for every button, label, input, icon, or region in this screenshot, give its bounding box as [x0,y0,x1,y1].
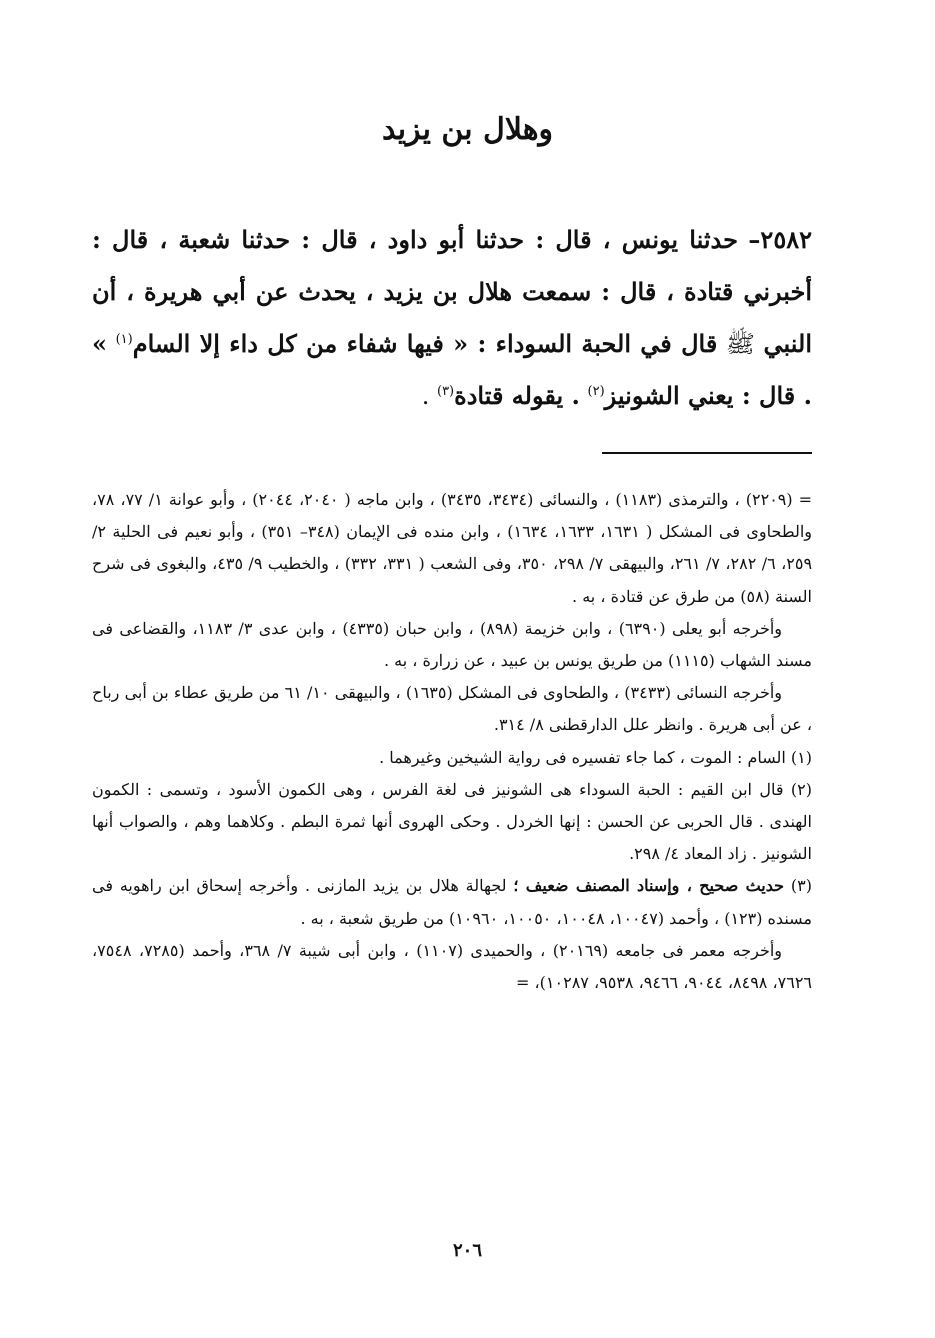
hadith-chain: حدثنا يونس ، قال : حدثنا أبو داود ، قال : حدثنا شعبة ، قال : أخبرني قتادة ، قال : سمعت هلال بن يزيد ، يحدث عن أبي هريرة ، أن النبي [92,225,812,358]
footnotes [92,484,812,999]
footnote-paragraph: وأخرجه النسائى (٣٤٣٣) ، والطحاوى فى المشكل (١٦٣٥) ، والبيهقى ١٠/ ٦١ من طريق عطاء بن أبى رباح ، عن أبى هريرة . وانظر علل الدارقطنى ٨/ ٣١٤. [92,683,812,735]
footnote-3-grading: حديث صحيح ، وإسناد المصنف ضعيف ؛ [513,876,785,896]
salutation-glyph: ﷺ [725,330,755,358]
footnote-paragraph: وأخرجه أبو يعلى (٦٣٩٠) ، وابن خزيمة (٨٩٨) ، وابن حبان (٤٣٣٥) ، وابن عدى ٣/ ١١٨٣، والقضاعى فى مسند الشهاب (١١١٥) من طريق يونس بن عبيد ، عن زرارة ، به . [92,618,812,671]
footnote-3 [92,870,812,934]
page-number: ٢٠٦ [452,1240,482,1261]
footnote-2: (٢) قال ابن القيم : الحبة السوداء هى الشونيز فى لغة الفرس ، وهى الكمون الأسود ، وتسمى : الكمون الهندى . قال الحربى عن الحسن : إنها الخردل . وحكى الهروى أنها ثمرة البطم . وكلاهما وهم ، والصواب أنها الشونيز . زاد المعاد ٤/ ٢٩٨. [92,779,812,864]
hadith-matn: قال في الحبة السوداء : « فيها شفاء من كل داء إلا السام [132,329,718,358]
footnote-paragraph: وأخرجه معمر فى جامعه (٢٠١٦٩) ، والحميدى (١١٠٧) ، وابن أبى شيبة ٧/ ٣٦٨، وأحمد (٧٢٨٥، ٧٥٤٨، ٧٦٢٦، ٨٤٩٨، ٩٠٤٤، ٩٤٦٦، ٩٥٣٨، ١٠٢٨٧)، = [92,940,812,993]
section-title: وهلال بن يزيد [381,112,554,147]
footnote-ref-2: (٢) [587,384,605,399]
footnote-ref-1: (١) [115,332,133,347]
hadith-attribution: . يقوله قتادة [454,381,580,410]
footnote-ref-3: (٣) [436,384,455,399]
footnote-continuation: = (٢٢٠٩) ، والترمذى (١١٨٣) ، والنسائى (٣٤٣٤، ٣٤٣٥) ، وابن ماجه ( ٢٠٤٠، ٢٠٤٤) ، وأبو عوانة ١/ ٧٧، ٧٨، والطحاوى فى المشكل ( ١٦٣١، ١٦٣٣، ١٦٣٤) ، وابن منده فى الإيمان (٣٤٨– ٣٥١) ، وأبو نعيم فى الحلية ٢/ ٢٥٩، ٦/ ٢٨٢، ٧/ ٢٦١، والبيهقى ٧/ ٢٩٨، ٣٥٠، وفى الشعب ( ٣٣١، ٣٣٢) ، والخطيب ٩/ ٤٣٥، والبغوى فى شرح السنة (٥٨) من طرق عن قتادة ، به . [92,490,813,606]
hadith-text [92,214,812,422]
footnote-1: (١) السام : الموت ، كما جاء تفسيره فى رواية الشيخين وغيرهما . [379,747,812,767]
footnote-3-text: لجهالة هلال بن يزيد المازنى . وأخرجه إسحاق ابن راهويه فى مسنده (١٢٣) ، وأحمد (١٠٠٤٧، ١٠٠٤٨، ١٠٠٥٠، ١٠٩٦٠) من طريق شعبة ، به . [92,876,812,928]
hadith-end: . [421,382,430,410]
hadith-number: ٢٥٨٢– [748,225,812,254]
footnote-separator [602,452,812,454]
hadith-explanation: » . قال : يعني الشونيز [92,329,812,410]
footnote-3-number: (٣) [790,876,812,896]
